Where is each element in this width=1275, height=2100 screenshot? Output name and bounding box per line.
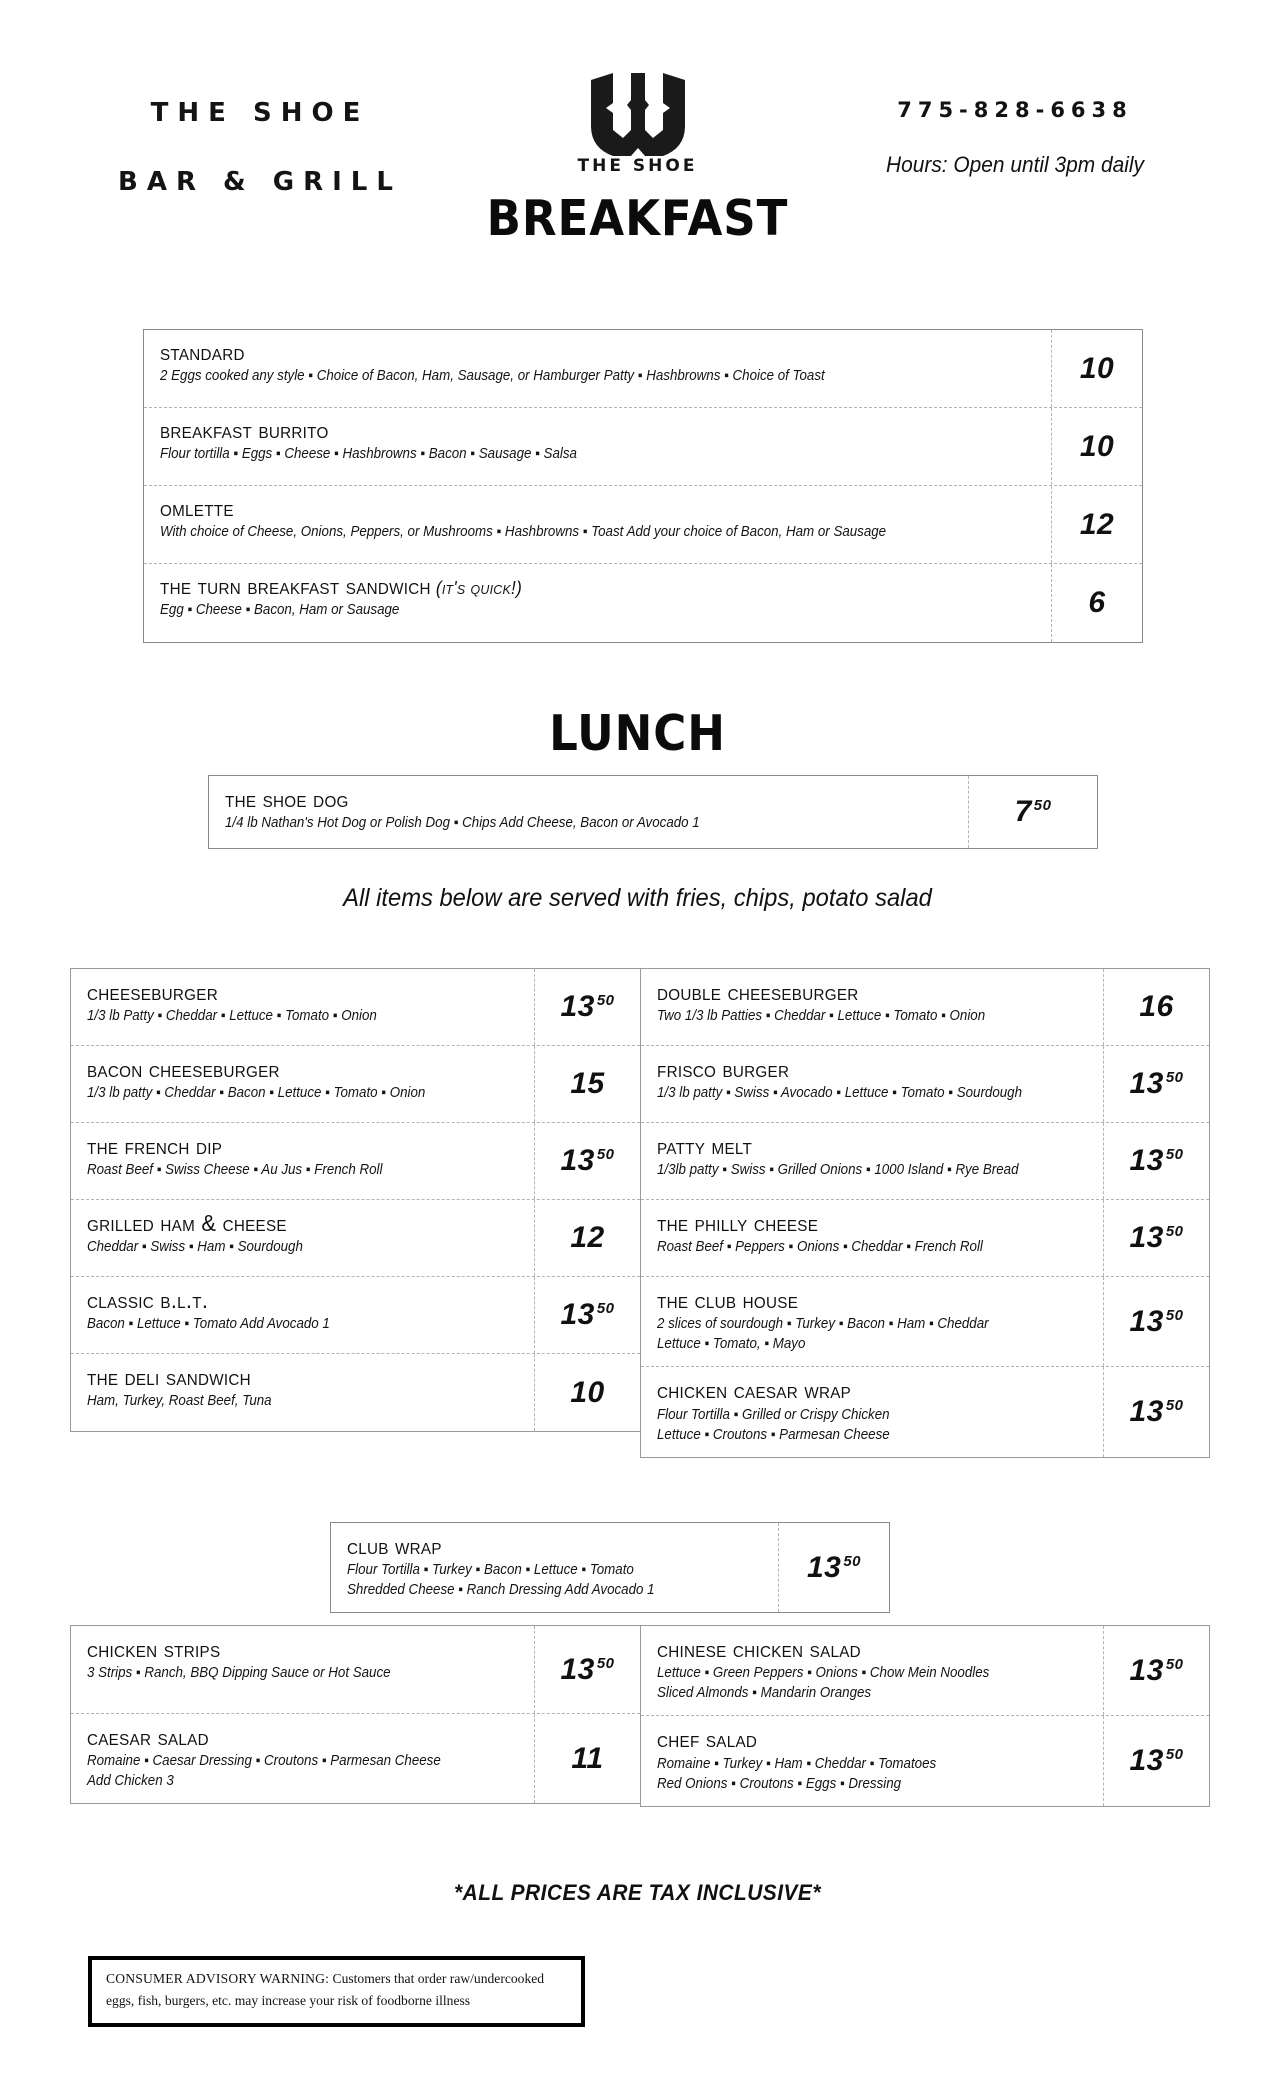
advisory-paragraph: [106, 1969, 555, 2012]
salad-grid-right-column: [640, 1625, 1210, 1807]
menu-item-text-cell: [641, 1716, 1104, 1805]
menu-item-description: 1/3 lb Patty ▪ Cheddar ▪ Lettuce ▪ Tomato ▪ Onion: [87, 1008, 377, 1025]
advisory-lead: CONSUMER ADVISORY WARNING:: [106, 1972, 330, 1987]
menu-item-price: 10: [1079, 429, 1115, 463]
brand-line-2: BAR & GRILL: [118, 167, 402, 197]
menu-item-name: frisco burger: [657, 1056, 790, 1082]
menu-item-description: Sliced Almonds ▪ Mandarin Oranges: [657, 1685, 872, 1702]
menu-item-row: [641, 969, 1209, 1046]
menu-item-name: omlette: [160, 495, 234, 521]
menu-item-row: [71, 1354, 640, 1431]
hours-text: Hours: Open until 3pm daily: [886, 152, 1144, 177]
menu-item-row: [641, 1200, 1209, 1277]
menu-item-price-cell: [535, 1354, 640, 1431]
page-header: [0, 0, 1275, 247]
menu-item-text-cell: [144, 330, 1052, 407]
menu-item-text-cell: [71, 1626, 535, 1713]
menu-item-row: [641, 1716, 1209, 1805]
menu-item-name: cheeseburger: [87, 979, 218, 1005]
brand-line-1: THE SHOE: [150, 98, 370, 128]
menu-item-price-cell: [535, 1046, 640, 1122]
menu-item-text-cell: [641, 1277, 1104, 1366]
menu-item-price-cents: 50: [1165, 1655, 1184, 1673]
menu-item-description: 1/3lb patty ▪ Swiss ▪ Grilled Onions ▪ 1000 Island ▪ Rye Bread: [657, 1162, 1019, 1179]
menu-item-description: Ham, Turkey, Roast Beef, Tuna: [87, 1393, 272, 1410]
menu-item-row: [144, 408, 1142, 486]
menu-item-text-cell: [71, 1277, 535, 1353]
menu-item-row: [71, 1046, 640, 1123]
menu-item-name: club wrap: [347, 1533, 442, 1559]
menu-item-price-cell: [1104, 1367, 1209, 1456]
menu-item-price: 16: [1139, 990, 1174, 1023]
menu-item-text-cell: [71, 969, 535, 1045]
menu-item-description: 1/3 lb patty ▪ Swiss ▪ Avocado ▪ Lettuce ▪ Tomato ▪ Sourdough: [657, 1085, 1023, 1102]
menu-item-row: [331, 1523, 889, 1612]
menu-item-price-cell: [535, 969, 640, 1045]
menu-item-price-cell: [535, 1714, 640, 1803]
menu-item-text-cell: [144, 486, 1052, 563]
menu-item-row: [144, 330, 1142, 408]
club-wrap-section: [330, 1522, 890, 1613]
menu-item-description: Lettuce ▪ Tomato, ▪ Mayo: [657, 1336, 806, 1353]
menu-item-description: Red Onions ▪ Croutons ▪ Eggs ▪ Dressing: [657, 1775, 902, 1792]
menu-item-name: chicken strips: [87, 1636, 221, 1662]
menu-item-price: 11: [571, 1741, 604, 1775]
menu-item-name: the club house: [657, 1287, 799, 1313]
menu-item-text-cell: [71, 1200, 535, 1276]
menu-item-price-cell: [535, 1123, 640, 1199]
tax-inclusive-note: *ALL PRICES ARE TAX INCLUSIVE*: [454, 1880, 821, 1905]
menu-item-price: 13 $^{50}$: [1129, 1395, 1184, 1429]
menu-item-name: the shoe dog: [225, 786, 349, 812]
menu-item-price: 13 $^{50}$: [806, 1550, 862, 1584]
menu-item-price: 13 $^{50}$: [560, 1144, 615, 1177]
menu-item-price: 13 $^{50}$: [1129, 1144, 1184, 1177]
menu-item-price: 10: [1079, 351, 1115, 385]
menu-item-name: the turn breakfast sandwich (it's quick!): [160, 573, 523, 599]
menu-item-price-cell: [535, 1277, 640, 1353]
menu-item-price: 7 $^{50}$: [1014, 795, 1052, 828]
salad-grid-left-column: [70, 1625, 640, 1807]
menu-item-price-cell: [1104, 1123, 1209, 1199]
menu-item-price-cents: 50: [596, 1146, 615, 1163]
menu-item-description: Lettuce ▪ Green Peppers ▪ Onions ▪ Chow Mein Noodles: [657, 1665, 990, 1682]
menu-item-price-cents: 50: [1165, 1069, 1184, 1086]
sandwich-grid: [70, 968, 1210, 1458]
sandwich-grid-left-column: [70, 968, 640, 1458]
lunch-section-title: LUNCH: [549, 705, 726, 762]
menu-item-price-cell: [1104, 1716, 1209, 1805]
menu-item-text-cell: [144, 564, 1052, 642]
menu-item-price: 15: [570, 1067, 605, 1100]
menu-item-price: 13 $^{50}$: [1129, 1221, 1184, 1254]
menu-item-description: Flour Tortilla ▪ Grilled or Crispy Chicken: [657, 1406, 890, 1423]
menu-item-description: Flour Tortilla ▪ Turkey ▪ Bacon ▪ Lettuce ▪ Tomato: [347, 1562, 634, 1579]
menu-item-price: 13 $^{50}$: [560, 1298, 615, 1331]
menu-item-price: 10: [570, 1375, 605, 1409]
menu-item-price-cents: 50: [1165, 1397, 1184, 1415]
menu-item-name: the deli sandwich: [87, 1364, 251, 1390]
menu-item-description: 1/3 lb patty ▪ Cheddar ▪ Bacon ▪ Lettuce ▪ Tomato ▪ Onion: [87, 1085, 426, 1102]
menu-item-price-cents: 50: [1165, 1146, 1184, 1163]
menu-item-text-cell: [641, 1367, 1104, 1456]
breakfast-menu-section: [143, 329, 1143, 643]
menu-item-description: 2 slices of sourdough ▪ Turkey ▪ Bacon ▪ Ham ▪ Cheddar: [657, 1316, 989, 1333]
menu-item-row: [641, 1626, 1209, 1716]
menu-item-price-cell: [535, 1626, 640, 1713]
menu-item-price: 13 $^{50}$: [1129, 1067, 1184, 1100]
menu-item-text-cell: [641, 1200, 1104, 1276]
breakfast-menu-box: [143, 329, 1143, 643]
menu-item-price-cell: [1104, 969, 1209, 1045]
menu-item-row: [144, 564, 1142, 642]
menu-item-description: Shredded Cheese ▪ Ranch Dressing Add Avocado 1: [347, 1582, 655, 1599]
menu-item-description: 1/4 lb Nathan's Hot Dog or Polish Dog ▪ Chips Add Cheese, Bacon or Avocado 1: [225, 815, 700, 832]
menu-item-row: [641, 1123, 1209, 1200]
menu-item-price-cell: [1104, 1277, 1209, 1366]
menu-item-price-cell: [1052, 564, 1142, 642]
menu-item-text-cell: [641, 1626, 1104, 1715]
phone-number: 775-828-6638: [897, 98, 1133, 122]
menu-item-price-cell: [1052, 408, 1142, 485]
menu-item-description: Lettuce ▪ Croutons ▪ Parmesan Cheese: [657, 1426, 890, 1443]
menu-item-price-cell: [1104, 1046, 1209, 1122]
menu-item-price: 6: [1088, 586, 1106, 619]
menu-item-text-cell: [641, 1123, 1104, 1199]
menu-item-row: [71, 1200, 640, 1277]
menu-item-name: patty melt: [657, 1133, 753, 1159]
menu-item-row: [641, 1277, 1209, 1367]
menu-item-description: Add Chicken 3: [87, 1773, 174, 1790]
consumer-advisory-box: [88, 1956, 585, 2027]
menu-item-text-cell: [641, 1046, 1104, 1122]
menu-item-description: Roast Beef ▪ Swiss Cheese ▪ Au Jus ▪ French Roll: [87, 1162, 383, 1179]
menu-item-row: [144, 486, 1142, 564]
sandwich-right-box: [640, 968, 1210, 1458]
menu-item-row: [209, 776, 1097, 848]
menu-item-name: classic b.l.t.: [87, 1287, 209, 1313]
menu-item-row: [641, 1046, 1209, 1123]
contact-block: [850, 98, 1180, 178]
menu-item-name: the french dip: [87, 1133, 223, 1159]
menu-item-name: the philly cheese: [657, 1210, 819, 1236]
shoe-dog-box: [208, 775, 1098, 849]
menu-item-description: Romaine ▪ Turkey ▪ Ham ▪ Cheddar ▪ Tomatoes: [657, 1755, 937, 1772]
horseshoe-w-logo-icon: [583, 68, 693, 160]
menu-item-description: Bacon ▪ Lettuce ▪ Tomato Add Avocado 1: [87, 1316, 330, 1333]
menu-item-text-cell: [209, 776, 969, 848]
menu-item-row: [71, 1277, 640, 1354]
menu-item-description: With choice of Cheese, Onions, Peppers, or Mushrooms ▪ Hashbrowns ▪ Toast Add your choice of Bacon, Ham or Sausage: [160, 524, 887, 541]
shoe-dog-section: [208, 775, 1098, 849]
menu-item-price-cents: 50: [596, 1654, 615, 1672]
menu-item-description: Two 1/3 lb Patties ▪ Cheddar ▪ Lettuce ▪ Tomato ▪ Onion: [657, 1008, 986, 1025]
menu-item-name: breakfast burrito: [160, 417, 329, 443]
logo-wordmark: THE SHOE: [577, 156, 698, 176]
menu-item-price: 13 $^{50}$: [1129, 1744, 1184, 1778]
menu-item-row: [71, 969, 640, 1046]
menu-item-description: Cheddar ▪ Swiss ▪ Ham ▪ Sourdough: [87, 1239, 303, 1256]
menu-item-price: 13 $^{50}$: [1129, 1304, 1184, 1338]
menu-item-price: 13 $^{50}$: [560, 990, 615, 1023]
menu-item-description: 2 Eggs cooked any style ▪ Choice of Bacon, Ham, Sausage, or Hamburger Patty ▪ Hashbrowns ▪ Choice of Toast: [160, 368, 825, 385]
menu-item-text-cell: [71, 1354, 535, 1431]
salad-grid: [70, 1625, 1210, 1807]
menu-item-price-cell: [535, 1200, 640, 1276]
menu-item-price: 12: [1079, 507, 1115, 541]
menu-item-price: 13 $^{50}$: [1129, 1653, 1184, 1687]
menu-item-text-cell: [641, 969, 1104, 1045]
menu-item-row: [641, 1367, 1209, 1456]
menu-item-row: [71, 1626, 640, 1714]
sandwich-left-box: [70, 968, 640, 1432]
menu-item-description: Romaine ▪ Caesar Dressing ▪ Croutons ▪ Parmesan Cheese: [87, 1753, 441, 1770]
menu-item-row: [71, 1714, 640, 1803]
salad-left-box: [70, 1625, 640, 1804]
menu-item-text-cell: [71, 1046, 535, 1122]
menu-item-row: [71, 1123, 640, 1200]
menu-item-name: caesar salad: [87, 1724, 209, 1750]
menu-item-price-cell: [779, 1523, 889, 1612]
menu-item-price-cents: 50: [1033, 797, 1052, 814]
menu-item-note: (it's quick!): [430, 578, 523, 598]
menu-item-price-cents: 50: [1165, 1223, 1184, 1240]
sandwich-grid-right-column: [640, 968, 1210, 1458]
menu-item-description: 3 Strips ▪ Ranch, BBQ Dipping Sauce or Hot Sauce: [87, 1665, 391, 1682]
salad-right-box: [640, 1625, 1210, 1807]
advisory-body: Customers that order raw/undercooked eggs, fish, burgers, etc. may increase your risk of foodborne illness: [106, 1972, 545, 2009]
club-wrap-box: [330, 1522, 890, 1613]
menu-item-description: Egg ▪ Cheese ▪ Bacon, Ham or Sausage: [160, 602, 400, 619]
menu-item-price-cents: 50: [596, 1300, 615, 1317]
menu-item-description: Roast Beef ▪ Peppers ▪ Onions ▪ Cheddar ▪ French Roll: [657, 1239, 983, 1256]
menu-item-price-cell: [1052, 486, 1142, 563]
menu-item-name: grilled ham & cheese: [87, 1210, 287, 1236]
menu-item-text-cell: [144, 408, 1052, 485]
menu-item-text-cell: [71, 1714, 535, 1803]
menu-item-name: bacon cheeseburger: [87, 1056, 280, 1082]
menu-item-price-cents: 50: [843, 1552, 862, 1570]
menu-item-price-cents: 50: [1165, 1306, 1184, 1324]
menu-item-text-cell: [331, 1523, 779, 1612]
menu-item-price-cents: 50: [596, 992, 615, 1009]
menu-item-price-cell: [1104, 1626, 1209, 1715]
menu-item-description: Flour tortilla ▪ Eggs ▪ Cheese ▪ Hashbrowns ▪ Bacon ▪ Sausage ▪ Salsa: [160, 446, 577, 463]
menu-item-name: standard: [160, 339, 245, 365]
menu-item-price: 13 $^{50}$: [560, 1652, 615, 1686]
menu-item-price-cents: 50: [1165, 1746, 1184, 1764]
menu-item-name: chicken caesar wrap: [657, 1377, 852, 1404]
menu-item-name: double cheeseburger: [657, 979, 859, 1005]
menu-item-price-cell: [1104, 1200, 1209, 1276]
menu-item-name: chef salad: [657, 1726, 758, 1753]
menu-item-price: 12: [570, 1221, 605, 1254]
menu-item-price-cell: [969, 776, 1097, 848]
menu-item-name: chinese chicken salad: [657, 1636, 861, 1662]
menu-item-price-cell: [1052, 330, 1142, 407]
menu-item-text-cell: [71, 1123, 535, 1199]
breakfast-section-title: BREAKFAST: [486, 190, 789, 247]
served-with-note: All items below are served with fries, chips, potato salad: [343, 884, 932, 912]
